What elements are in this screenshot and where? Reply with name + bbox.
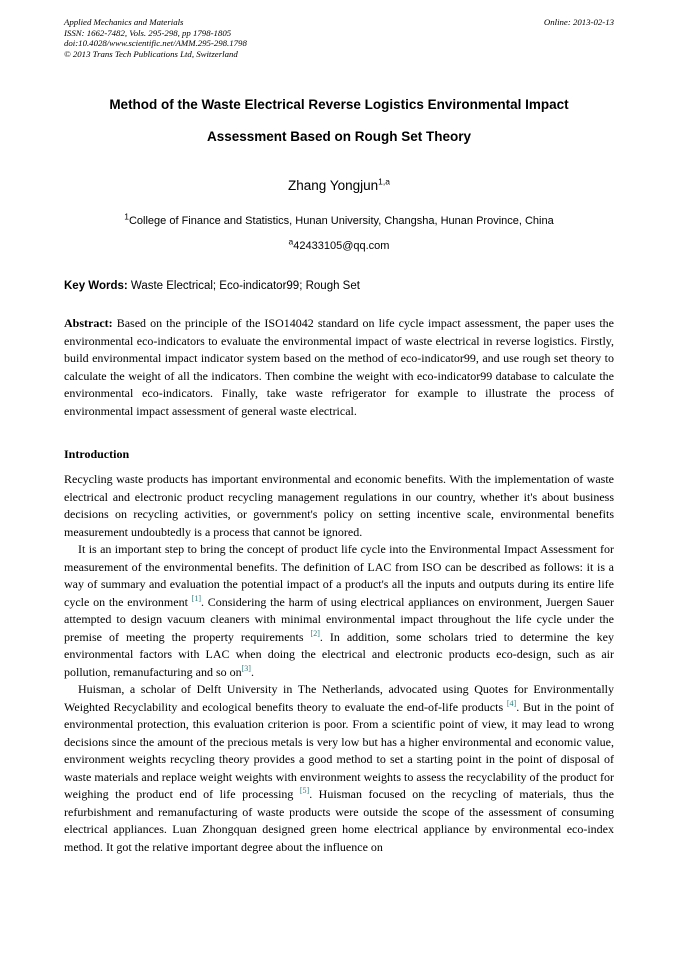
reference-marker[interactable]: [4]	[506, 698, 517, 708]
paper-title	[64, 89, 614, 153]
abstract-label: Abstract:	[64, 316, 113, 331]
affiliation-superscript: 1	[124, 211, 129, 222]
reference-marker[interactable]: [3]	[241, 663, 251, 673]
keywords-label: Key Words:	[64, 280, 128, 293]
affiliation-line	[64, 211, 614, 228]
affiliation-text: College of Finance and Statistics, Hunan University, Changsha, Hunan Province, China	[128, 215, 554, 228]
reference-marker[interactable]: [2]	[310, 628, 320, 638]
paragraph: Recycling waste products has important environmental and economic benefits. With the implementation of waste electrical and electronic product recycling management regulations in our country, whether it's about business decisions on recycling activities, or government's policy on setting incentive scale, environmental benefits measurement undoubtedly is a process that cannot be ignored.	[64, 472, 614, 539]
online-date: Online: 2013-02-13	[543, 17, 614, 27]
author-superscript: 1,a	[378, 176, 390, 187]
journal-header-left	[64, 17, 247, 59]
paper-title-line-2: Assessment Based on Rough Set Theory	[206, 129, 472, 145]
journal-issn-line: ISSN: 1662-7482, Vols. 295-298, pp 1798-1805	[64, 27, 232, 38]
journal-copyright-line: © 2013 Trans Tech Publications Ltd, Switzerland	[64, 48, 238, 59]
paper-title-line-1: Method of the Waste Electrical Reverse Logistics Environmental Impact	[109, 97, 569, 113]
paragraph: Huisman, a scholar of Delft University in The Netherlands, advocated using Quotes for Environmentally Weighted Recyclability and ecological benefits theory to evaluate the end-of-life products [4]. But in the point of environmental protection, this evaluation criterion is poor. From a scientific point of view, it may lead to wrong decisions since the amount of the precious metals is very low but has a higher environmental and economic value, environment weights recycling theory provides a good method to set a starting point in the point of disposal of waste materials and replace weight weights with environment weights to assess the recyclability of the product for weighing the product end of life processing [5]. Huisman focused on the recycling of materials, thus the refurbishment and remanufacturing of waste products were outside the scope of the assessment of consuming electrical appliances. Luan Zhongquan designed green home electrical appliance by environmental eco-index method. It got the relative important degree about the influence on	[64, 682, 614, 854]
journal-doi-line: doi:10.4028/www.scientific.net/AMM.295-298.1798	[64, 38, 247, 49]
email-superscript: a	[288, 236, 294, 247]
author-name: Zhang Yongjun	[288, 178, 379, 194]
abstract-text: Based on the principle of the ISO14042 standard on life cycle impact assessment, the paper uses the environmental eco-indicators to evaluate the environmental impact of waste electrical in reverse logistics. Firstly, build environmental impact indicator system based on the method of eco-indicator99, and use rough set theory to calculate the weight of all the indicators. Then combine the weight with eco-indicator99 database to calculate the environmental eco-indicators. Finally, take waste refrigerator for example to illustrate the process of environmental impact assessment of general waste electrical.	[64, 316, 614, 418]
reference-marker[interactable]: [5]	[299, 786, 310, 796]
paragraph: It is an important step to bring the concept of product life cycle into the Environmental Impact Assessment for measurement of the environmental benefits. The definition of LAC from ISO can be described as follows: it is a way of summary and evaluation the potential impact of a product's all the inputs and outputs during its entire life cycle on the environment [1]. Considering the harm of using electrical appliances on environment, Juergen Sauer attempted to design vacuum cleaners with minimal environmental impact throughout the life cycle under the premise of meeting the property requirements [2]. In addition, some scholars tried to determine the key environmental factors with LAC when doing the electrical and electronic products eco-design, such as air pollution, remanufacturing and so on[3].	[64, 542, 615, 679]
keywords-text: Waste Electrical; Eco-indicator99; Rough Set	[127, 280, 360, 293]
body-paragraphs	[64, 471, 614, 856]
abstract-paragraph	[64, 315, 614, 420]
section-heading-introduction: Introduction	[64, 447, 130, 462]
keywords-line	[64, 280, 614, 292]
email-text: 42433105@qq.com	[293, 240, 390, 253]
author-line	[64, 178, 614, 193]
journal-name: Applied Mechanics and Materials	[64, 17, 184, 27]
journal-header	[64, 17, 614, 59]
reference-marker[interactable]: [1]	[191, 593, 201, 603]
email-line	[64, 236, 614, 253]
